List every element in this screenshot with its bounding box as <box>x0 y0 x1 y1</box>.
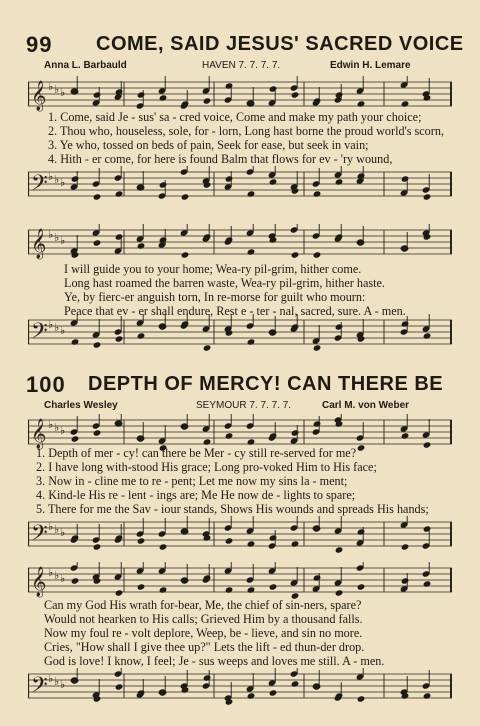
flat-icon: ♭ <box>54 83 60 96</box>
hymn-99-verses-part1 <box>48 110 458 166</box>
verse-line: Peace that ev - er shall endure, Rest e - ter - nal, sacred, sure. A - men. <box>64 304 406 318</box>
verse-line: Can my God His wrath for-bear, Me, the chief of sin-ners, spare? <box>44 598 362 612</box>
note-head <box>357 172 366 179</box>
note-head <box>313 190 322 197</box>
treble-staff <box>28 562 452 602</box>
note-head <box>93 239 102 246</box>
note-head <box>401 175 410 182</box>
verse-line: 1. Come, said Je - sus' sa - cred voice, Come and make my path your choice; <box>48 110 422 124</box>
flat-icon: ♭ <box>48 566 54 579</box>
flat-icon: ♭ <box>60 234 66 247</box>
note-head <box>291 91 300 98</box>
hymn-number: 100 <box>26 372 66 397</box>
flat-icon: ♭ <box>48 80 54 93</box>
note-head <box>247 692 256 699</box>
note-head <box>313 251 322 258</box>
verse-line: Would not hearken to His calls; Grieved Him by a thousand falls. <box>44 612 363 626</box>
bass-staff-svg <box>28 516 452 556</box>
author: Charles Wesley <box>44 400 118 411</box>
clef-icon: 𝄞 <box>31 229 47 259</box>
note-head <box>291 429 300 436</box>
note-head <box>93 193 102 200</box>
note-head <box>93 91 102 98</box>
flat-icon: ♭ <box>48 418 54 431</box>
note-head <box>423 580 432 587</box>
note-head <box>269 85 278 92</box>
note-head <box>115 683 124 690</box>
note-head <box>313 344 322 351</box>
flat-icon: ♭ <box>54 569 60 582</box>
flat-icon: ♭ <box>60 86 66 99</box>
note-head <box>269 689 278 696</box>
note-head <box>159 94 168 101</box>
flat-icon: ♭ <box>60 572 66 585</box>
note-head <box>159 181 168 188</box>
note-head <box>115 589 124 596</box>
author: Anna L. Barbauld <box>44 60 127 71</box>
bass-staff-svg <box>28 314 452 354</box>
tune-name: HAVEN 7. 7. 7. 7. <box>202 60 281 71</box>
note-head <box>401 320 410 327</box>
note-head <box>357 695 366 702</box>
treble-staff-svg <box>28 224 452 264</box>
note-head <box>313 420 322 427</box>
composer: Carl M. von Weber <box>322 400 410 411</box>
verse-line: Ye, by fierc-er anguish torn, In re-morse for guilt who mourn: <box>64 290 366 304</box>
note-head <box>225 432 234 439</box>
clef-icon: 𝄞 <box>31 81 47 111</box>
verse-line: God is love! I know, I feel; Je - sus weeps and loves me still. A - men. <box>44 654 385 668</box>
note-head <box>159 543 168 550</box>
note-head <box>181 193 190 200</box>
note-head <box>115 88 124 95</box>
note-head <box>203 344 212 351</box>
note-head <box>247 438 256 445</box>
note-head <box>93 543 102 550</box>
clef-icon: 𝄢 <box>31 673 48 703</box>
verse-line: 1. Depth of mer - cy! can there be Mer - cy still re-served for me? <box>36 446 357 460</box>
verse-line: 4. Kind-le His re - lent - ings are; Me He now de - lights to spare; <box>36 488 356 502</box>
composer: Edwin H. Lemare <box>330 60 411 71</box>
clef-icon: 𝄢 <box>31 319 48 349</box>
flat-icon: ♭ <box>54 231 60 244</box>
flat-icon: ♭ <box>60 678 66 691</box>
hymn-100-header <box>0 372 480 402</box>
note-head <box>115 190 124 197</box>
clef-icon: 𝄢 <box>31 521 48 551</box>
note-head <box>71 175 80 182</box>
hymn-100-verses-part1 <box>36 446 446 516</box>
verse-line: I will guide you to your home; Wea-ry pil-grim, hither come. <box>64 262 362 276</box>
note-head <box>225 175 234 182</box>
note-head <box>247 338 256 345</box>
note-head <box>313 574 322 581</box>
bass-staff <box>28 166 452 206</box>
verse-line: 3. Ye who, tossed on beds of pain, Seek for ease, but seek in vain; <box>48 138 369 152</box>
clef-icon: 𝄞 <box>31 567 47 597</box>
note-head <box>159 586 168 593</box>
note-head <box>335 546 344 553</box>
note-head <box>357 583 366 590</box>
treble-staff <box>28 224 452 264</box>
note-head <box>401 100 410 107</box>
verse-line: 4. Hith - er come, for here is found Balm that flows for ev - 'ry wound, <box>48 152 393 166</box>
note-head <box>225 586 234 593</box>
clef-icon: 𝄞 <box>31 419 47 449</box>
flat-icon: ♭ <box>60 424 66 437</box>
note-head <box>335 91 344 98</box>
flat-icon: ♭ <box>54 523 60 536</box>
note-head <box>401 432 410 439</box>
note-head <box>423 525 432 532</box>
note-head <box>335 178 344 185</box>
hymn-100-verses-part2 <box>44 598 454 668</box>
note-head <box>137 332 146 339</box>
note-head <box>203 674 212 681</box>
note-head <box>137 242 146 249</box>
bass-staff <box>28 668 452 708</box>
note-head <box>225 82 234 89</box>
note-head <box>115 233 124 240</box>
note-head <box>291 540 300 547</box>
verse-line: 3. Now in - cline me to re - pent; Let me now my sins la - ment; <box>36 474 348 488</box>
flat-icon: ♭ <box>48 170 54 183</box>
verse-line: 2. Thou who, houseless, sole, for - lorn, Long hast borne the proud world's scorn, <box>48 124 444 138</box>
hymn-number: 99 <box>26 32 53 57</box>
note-head <box>71 435 80 442</box>
note-head <box>357 100 366 107</box>
tune-name: SEYMOUR 7. 7. 7. 7. <box>196 400 292 411</box>
note-head <box>269 534 278 541</box>
note-head <box>423 692 432 699</box>
bass-staff-svg <box>28 166 452 206</box>
hymn-99-verses-part2 <box>64 262 474 318</box>
flat-icon: ♭ <box>48 228 54 241</box>
flat-icon: ♭ <box>54 675 60 688</box>
note-head <box>401 543 410 550</box>
note-head <box>203 97 212 104</box>
bass-staff <box>28 314 452 354</box>
note-head <box>357 528 366 535</box>
flat-icon: ♭ <box>60 526 66 539</box>
hymn-title: DEPTH OF MERCY! CAN THERE BE <box>88 373 444 395</box>
note-head <box>93 341 102 348</box>
verse-line: Long hast roamed the barren waste, Wea-ry pil-grim, hither haste. <box>64 276 385 290</box>
note-head <box>137 583 146 590</box>
clef-icon: 𝄢 <box>31 171 48 201</box>
note-head <box>71 577 80 584</box>
note-head <box>247 540 256 547</box>
hymn-99-credits <box>0 60 480 74</box>
bass-staff <box>28 516 452 556</box>
flat-icon: ♭ <box>54 321 60 334</box>
note-head <box>291 251 300 258</box>
flat-icon: ♭ <box>54 173 60 186</box>
flat-icon: ♭ <box>60 176 66 189</box>
note-head <box>71 338 80 345</box>
flat-icon: ♭ <box>48 672 54 685</box>
note-head <box>225 537 234 544</box>
treble-staff-svg <box>28 562 452 602</box>
note-head <box>159 236 168 243</box>
note-head <box>181 251 190 258</box>
note-head <box>247 248 256 255</box>
flat-icon: ♭ <box>54 421 60 434</box>
note-head <box>93 429 102 436</box>
note-head <box>137 537 146 544</box>
verse-line: Cries, "How shall I give thee up?" Lets the lift - ed thun-der drop. <box>44 640 365 654</box>
flat-icon: ♭ <box>48 318 54 331</box>
verse-line: 2. I have long with-stood His grace; Long pro-voked Him to His face; <box>36 460 377 474</box>
note-head <box>335 323 344 330</box>
note-head <box>115 335 124 342</box>
verse-line: Now my foul re - volt deplore, Weep, be - lieve, and sin no more. <box>44 626 363 640</box>
note-head <box>335 589 344 596</box>
hymn-100-credits <box>0 400 480 414</box>
note-head <box>137 91 146 98</box>
hymn-99-header <box>0 32 480 62</box>
flat-icon: ♭ <box>60 324 66 337</box>
note-head <box>423 332 432 339</box>
note-head <box>269 178 278 185</box>
note-head <box>203 438 212 445</box>
note-head <box>291 680 300 687</box>
bass-staff-svg <box>28 668 452 708</box>
verse-line: 5. There for me the Sav - iour stands, Shows His wounds and spreads His hands; <box>36 502 429 516</box>
flat-icon: ♭ <box>48 520 54 533</box>
note-head <box>269 583 278 590</box>
note-head <box>423 193 432 200</box>
note-head <box>247 586 256 593</box>
note-head <box>401 577 410 584</box>
note-head <box>247 190 256 197</box>
hymn-title: COME, SAID JESUS' SACRED VOICE <box>96 33 464 55</box>
